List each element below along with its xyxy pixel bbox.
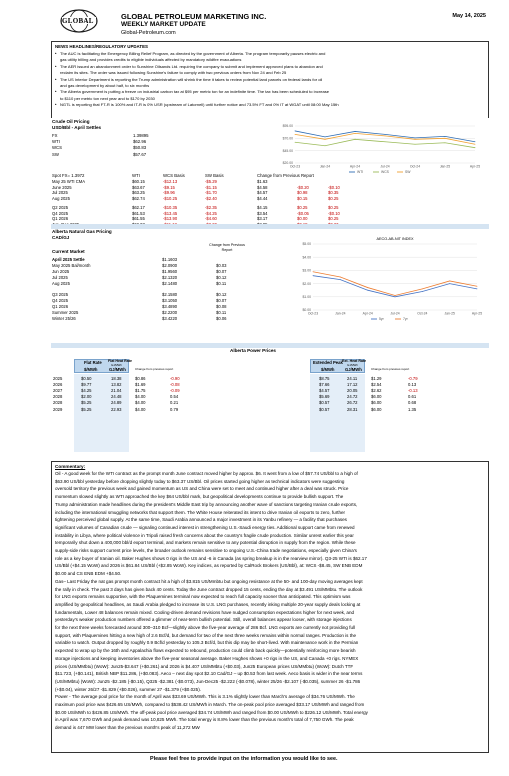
power-flat-gj-unit: GJ/MWh (109, 367, 126, 372)
spot-cell-wcs: -$12.13 (163, 179, 178, 184)
chart-y-tick: $20.00 (282, 161, 293, 166)
chart-y-tick: $1.00 (302, 295, 311, 299)
chart-x-tick: Apr-24 (349, 164, 361, 169)
chart-x-tick: Apr-25 (471, 311, 483, 316)
news-item: The AUC is facilitating the Emergency Billing Relief Program, as directed by the government of Alberta. The program temporarily pauses electric and (60, 51, 326, 56)
spot-cell-wcs: -$9.96 (163, 190, 175, 196)
spot-cell-c3: -$0.10 (328, 184, 340, 190)
chart-series-line (295, 131, 475, 142)
chart-y-tick: $4.00 (302, 255, 311, 260)
power-year: 2028 (53, 400, 63, 406)
gas-current-label: Current Market (52, 249, 85, 254)
commentary-line: $63.90 US/bbl yesterday before dropping slightly today to $63.37 US/Bbl. Oil prices started going higher as technical indicators were suggesting (55, 478, 345, 484)
commentary-line: the rally in check. The past 3 days has given back 40 cents. Today the June contract dropped 15 cents, ending the day at $3.491 US/MMbtu. The outlook (55, 586, 363, 592)
power-flat-header: Flat Rate (84, 360, 102, 365)
power-ext-value: $5.69 (319, 394, 330, 400)
chart-x-tick: Oct-23 (289, 164, 301, 169)
chart-point (475, 147, 476, 148)
report-date: May 14, 2025 (452, 13, 486, 19)
spot-cell-wcs: -$13.45 (163, 210, 178, 216)
chart-title: AECO-AB-NIT INDEX (376, 237, 414, 241)
chart-x-tick: Jan-25 (444, 311, 455, 316)
spot-cell-label: Aug 2025 (52, 196, 70, 202)
chart-point (355, 131, 356, 132)
news-item: The Alberta government is putting a freeze on industrial carbon tax at $95 per metric ton for an indefinite time. The tax has been scheduled to increase (60, 89, 329, 95)
chart-point (385, 134, 386, 135)
gas-row-change: $0.06 (216, 315, 227, 321)
spot-cell-label: Q2 2025 (52, 204, 69, 210)
chart-point (475, 144, 476, 145)
power-ext-change: $6.00 (371, 406, 382, 412)
power-flat-change-heat: -0.90 (170, 376, 180, 381)
commentary-line: expected to wrap up by the 16th and Appalachia flows expected to rebound, production could climb back quickly—potentially reinforcing more bearish (55, 648, 356, 654)
spot-cell-c3: $0.35 (328, 190, 339, 196)
commentary-line: Power - The average pool price for the month of April was $33.69 US/MWh. This is 3.1% slightly lower than March's average of $34.76 US/MWh. The (55, 694, 355, 700)
chart-y-tick: $0.00 (302, 308, 311, 313)
crude-price-chart (273, 121, 479, 175)
power-flat-value: $0.50 (81, 376, 92, 381)
commentary-line: prices (US/MMbtu) (WoW): Jun25-$3.647 (+$0.261) and 2026 is $4.407 US/MMbtu (+$0.03), Jun25 European prices US/MMbtu) (WoW): Dutch TTF (55, 663, 354, 669)
chart-y-tick: $95.00 (282, 124, 293, 129)
spot-cell-sw: -$1.15 (205, 184, 217, 190)
power-ext-heat: 20.05 (347, 388, 358, 394)
commentary-line: support, with Plaquemines hitting a new high of 2.6 Bcf/d, but demand for two of the next three weeks remains within normal ranges. Production is the (55, 632, 357, 638)
power-ext-change: $1.29 (371, 376, 382, 381)
power-flat-change: $1.69 (135, 382, 146, 388)
gas-subtitle: CAD/GJ (52, 235, 70, 240)
chart-point (295, 134, 296, 135)
chart-point (313, 275, 314, 276)
chart-x-tick: Oct-23 (307, 311, 319, 316)
spot-cell-label: June 2025 (52, 184, 72, 190)
power-ext-heat: 17.12 (347, 382, 358, 388)
chart-x-tick: Jan-24 (335, 311, 346, 316)
commentary-line: for LNG exports remains supportive, with the Plaquemines terminal now expected to reach full capacity sooner than anticipated. This optimism was (55, 594, 351, 600)
power-flat-change-heat: -0.08 (170, 382, 180, 388)
crude-settle-label: SW (52, 151, 59, 157)
power-flat-heat: 22.93 (111, 406, 122, 412)
spot-cell-c3: $0.25 (328, 204, 339, 210)
spot-cell-label: May 25 WTI CMA (52, 179, 86, 184)
spot-cell-label: Q4 2025 (52, 210, 69, 216)
power-ext-change-heat: 0.68 (408, 400, 417, 406)
power-ext-gj-unit: GJ/MWh (345, 367, 362, 372)
chart-point (445, 142, 446, 143)
gas-row-change: $0.11 (216, 281, 227, 287)
spot-cell-sw: -$2.35 (205, 204, 217, 210)
power-flat-heat: 18.38 (111, 376, 122, 381)
chart-point (415, 137, 416, 138)
spot-cell-sw: -$2.40 (205, 196, 217, 202)
commentary-line: oversold territory the previous week and gained momentum as US and China were set to meet and continued higher after a deal was struck. Price (55, 486, 349, 492)
legend-label: 7yr (403, 317, 408, 321)
gas-row-label: Jul 2025 (52, 275, 68, 281)
gas-row-change: $0.12 (216, 291, 227, 297)
chart-y-tick: $3.00 (302, 268, 311, 273)
commentary-line: Oil - A good week for the WTI contract as the prompt month June contract moved higher by approx. $6. It went from a low of $57.74 US/bbl to a high of (55, 471, 358, 476)
spot-cell-c1: $3.17 (257, 216, 268, 222)
chart-svg (291, 236, 481, 322)
chart-x-tick: Jan-24 (319, 164, 331, 169)
power-flat-change-heat: 0.54 (170, 394, 179, 400)
chart-x-tick: Jul-24 (380, 164, 390, 169)
chart-point (422, 288, 423, 289)
power-ext-change-heat: -0.13 (408, 388, 418, 394)
chart-point (415, 144, 416, 145)
spot-header: Change from Previous Report (257, 173, 314, 178)
logo-text: GLOBAL (62, 17, 94, 25)
chart-svg (273, 121, 479, 175)
chart-point (325, 145, 326, 146)
spot-header: SW Basis (205, 173, 224, 178)
commentary-section (51, 461, 489, 753)
chart-point (367, 290, 368, 291)
power-year: 2027 (53, 388, 63, 394)
commentary-line: temporarily shut down a 400,000 bbl/d export terminal, and markets remain sensitive to any potential disruption in supply from the region. While these (55, 540, 356, 546)
spot-cell-wcs: -$10.35 (163, 204, 178, 210)
power-flat-change: $1.75 (135, 388, 146, 394)
spot-cell-label: Q1 2026 (52, 216, 69, 222)
commentary-line: $0.00 US/MWh to $426.85 US/MWh. The off-peak pool price averaged $34.74 US/MWh and ranged from $0.00 US/MWh to $226.12 US/MWh. Total energy (55, 709, 368, 715)
gas-row-label: Q3 2025 (52, 291, 69, 297)
power-ext-change: $2.62 (371, 388, 382, 394)
chart-point (325, 136, 326, 137)
spot-cell-c1: $4.44 (257, 196, 268, 202)
power-ext-heat: 28.31 (347, 406, 358, 412)
crude-settle-value: $50.83 (133, 145, 147, 151)
company-logo (59, 8, 99, 34)
gas-row-change: $0.11 (216, 309, 227, 315)
spot-cell-wti: $62.17 (132, 204, 145, 210)
news-item: and gas development by about half, to six months (60, 83, 150, 88)
spot-cell-c2: $0.98 (297, 190, 308, 196)
chart-point (477, 286, 478, 287)
power-flat-heat-units: GJ/MWh (111, 363, 122, 367)
crude-section (51, 118, 489, 221)
spot-cell-wcs: -$10.25 (163, 196, 178, 202)
website-link[interactable]: Global-Petroleum.com (121, 30, 176, 36)
commentary-title: Commentary: (55, 464, 86, 469)
gas-row-label: Aug 2025 (52, 281, 70, 287)
chart-point (477, 288, 478, 289)
commentary-line: Trump administration made headlines during the president's Middle East trip by announcing another wave of sanctions targeting Iranian crude exports, (55, 501, 358, 507)
chart-point (449, 281, 450, 282)
power-flat-value: $4.25 (81, 388, 92, 394)
spot-cell-wti: $60.15 (132, 179, 145, 184)
commentary-line: $11.723, (+$0.141), British NBP $11.286, (+$0.083). Aeco – next day spot $2.10 Cad/GJ – up $0.53 from last week. Aeco basis is wider in the near terms (55, 671, 363, 677)
spot-header: Spot FX= 1.3972 (52, 173, 85, 178)
power-flat-heat: 24.48 (111, 394, 122, 400)
gas-row-value: $1.1603 (162, 257, 178, 262)
crude-settle-value: 1.39895 (133, 133, 149, 138)
chart-y-tick: $45.00 (282, 148, 293, 153)
chart-y-tick: $5.00 (302, 242, 311, 247)
power-title: Alberta Power Prices (230, 348, 276, 353)
gas-row-label: Jun 2025 (52, 269, 70, 275)
power-ext-unit: $/MWh (321, 367, 335, 372)
chart-point (325, 139, 326, 140)
power-ext-change-heat: 1.35 (408, 406, 417, 412)
gas-row-label: Q4 2025 (52, 297, 69, 303)
crude-settle-value: $57.67 (133, 151, 147, 157)
power-ext-heat-units: GJ/MWh (347, 363, 358, 367)
spot-cell-wti: $61.53 (132, 210, 145, 216)
spot-header: WCS Basis (163, 173, 185, 178)
spot-header: WTI (132, 173, 140, 178)
spot-cell-c1: $1.63 (257, 179, 268, 184)
gas-row-value: $2.0900 (162, 263, 178, 269)
spot-cell-c2: -$0.05 (297, 210, 309, 216)
news-item: The US Interior Department is reporting the Trump administration will shrink the time it takes to review potential land parcels on federal lands for oil (60, 76, 323, 82)
chart-point (295, 142, 296, 143)
crude-settle-label: FX (52, 133, 58, 138)
chart-point (340, 277, 341, 278)
commentary-line: demand is 447 MW lower than the previous month's peak of 11,272 MW (55, 725, 200, 731)
gas-row-label: Summer 2025 (52, 309, 79, 315)
power-flat-change-heat: 0.79 (170, 406, 179, 412)
commentary-line: maximum pool price was $426.65 US/MWh, compared to $538.42 US/MWh in March. The on-peak pool price averaged $33.17 US/MWh and ranged from (55, 702, 365, 707)
power-flat-heat: 13.82 (111, 382, 122, 388)
power-ext-change: $6.00 (371, 400, 382, 406)
chart-point (385, 135, 386, 136)
power-year: 2026 (53, 382, 63, 388)
gas-row-change: $0.12 (216, 275, 227, 281)
news-bullet: • (55, 63, 57, 69)
commentary-line: tightening perceived global supply. At the same time, Saudi Arabia announced a major investment in its Yanbu refinery — a facility that purchases (55, 517, 347, 523)
chart-point (422, 291, 423, 292)
power-ext-heat: 24.11 (347, 376, 358, 381)
power-flat-value: $5.25 (81, 400, 92, 406)
power-ext-change: $6.00 (371, 394, 382, 400)
commentary-line: Gas– Last Friday the nat gas prompt month contract hit a high of $3.815 US/Mmbtu but ongoing resistance at the 50- and 100-day moving averages kept (55, 578, 363, 584)
chart-point (395, 296, 396, 297)
power-flat-change: $4.00 (135, 400, 146, 406)
power-ext-change-heat: -0.79 (408, 376, 418, 381)
chart-point (313, 271, 314, 272)
legend-label: 5yr (379, 317, 384, 321)
legend-label: WCS (381, 170, 389, 174)
power-ext-change: $2.54 (371, 382, 382, 388)
chart-point (367, 287, 368, 288)
gas-row-label: May 2025 Bal/month (52, 263, 91, 269)
spot-cell-c1: $4.58 (257, 184, 268, 190)
commentary-line: US/Bbl (+$4.15 WoW) and 2026 is $61.84 US/Bbl (+$2.85 WoW). Key indices, as reported by CalRock Brokers (US/Bbl), at: WCS -$8.45, SW ENB EDM (55, 563, 363, 569)
chart-point (395, 295, 396, 296)
spot-cell-wti: $61.55 (132, 216, 145, 222)
crude-subtitle: USD/Bbl - April Settles (52, 125, 102, 130)
news-title: NEWS HEADLINES/REGULATORY UPDATES (55, 44, 148, 49)
gas-row-value: $2.1320 (162, 275, 178, 281)
spot-cell-sw: -$4.25 (205, 210, 217, 216)
power-ext-value: $0.57 (319, 406, 330, 412)
power-flat-change: $4.00 (135, 406, 146, 412)
power-ext-value: $8.75 (319, 376, 330, 381)
news-item: reclaim its sites. The order was issued following Sunshine's failure to comply with two previous orders from Nov 24 and Feb 25 (60, 70, 287, 76)
commentary-line: yesterday's weaker production numbers offered a glimmer of near-term bullish potential. Still, overall balances appear looser, with storage injections (55, 617, 352, 623)
spot-cell-c1: $4.15 (257, 204, 268, 210)
news-bullet: • (55, 51, 57, 56)
power-ext-header: Extended Peak (313, 360, 343, 365)
report-title: WEEKLY MARKET UPDATE (121, 21, 206, 28)
commentary-line: fundamentals, Lower 48 balances remain mixed. Cooling-driven demand revisions have nudged consumption expectations higher for next week, and (55, 609, 355, 615)
power-flat-change-header: Change from previous report (135, 367, 174, 371)
gas-row-change: $0.07 (216, 297, 227, 303)
power-ext-heat: 24.72 (347, 394, 358, 400)
power-flat-value: $5.25 (81, 406, 92, 412)
gas-row-value: $2.1480 (162, 281, 178, 287)
power-flat-value: $9.77 (81, 382, 92, 388)
power-section (51, 355, 489, 459)
power-ext-heat-header: Ext. Heat Rate (342, 359, 367, 363)
power-ext-value: $0.57 (319, 400, 330, 406)
spot-cell-c2: -$0.20 (297, 184, 309, 190)
gas-row-label: Q1 2026 (52, 303, 69, 309)
power-ext-value: $7.66 (319, 382, 330, 388)
commentary-line: storage injections and keeping inventories above the five-year seasonal average. Baker Hughes shows +0 rigs in the US, and Canada +0 rigs. NYMEX (55, 655, 359, 661)
spot-cell-sw: -$5.29 (205, 179, 217, 184)
power-year: 2025 (53, 376, 63, 381)
gas-row-value: $1.9560 (162, 269, 178, 275)
power-year: 2029 (53, 406, 63, 412)
chart-y-tick: $70.00 (282, 136, 293, 141)
power-ext-change-heat: 0.61 (408, 394, 417, 400)
spot-cell-c1: $3.54 (257, 210, 268, 216)
spot-cell-c1: $4.57 (257, 190, 268, 196)
power-ext-value: $4.57 (319, 388, 330, 394)
legend-label: SW (405, 170, 411, 174)
gas-change-header-text: Change from Previous Report (209, 243, 245, 253)
commentary-line: including the international smuggling networks that support them. The White House reiterated its intent to drive Iranian oil exports to zero, further (55, 509, 346, 515)
chart-x-tick: Oct-24 (409, 164, 421, 169)
crude-title: Crude Oil Pricing (52, 119, 90, 124)
commentary-line: role as a key buyer of Iranian oil. Baker Hughes shows 0 rigs in the US and -6 in Canada (as spring breakup is in the rearview mirror). Q3-25 WTI is $62.17 (55, 555, 367, 561)
chart-point (355, 139, 356, 140)
gas-row-value: $3.4890 (162, 303, 178, 309)
spot-cell-label: Jul 2025 (52, 190, 68, 196)
gas-row-value: $2.2200 (162, 309, 178, 315)
chart-point (295, 131, 296, 132)
spot-cell-wcs: -$9.15 (163, 184, 175, 190)
chart-y-tick: $2.00 (302, 281, 311, 286)
chart-point (415, 139, 416, 140)
commentary-line: significant volumes of Canadian crude — signaling continued interest in strengthening U.S.-Saudi energy ties. Additional support came from renewed (55, 524, 355, 530)
chart-point (340, 279, 341, 280)
spot-cell-c2: $0.25 (297, 204, 308, 210)
commentary-line: instability in Libya, where political violence in Tripoli raised fresh concerns about the country's fragile crude production. Similar unrest earlier this year (55, 532, 354, 538)
gas-section (51, 229, 489, 341)
gas-row-label: April 2025 Settle (52, 257, 85, 262)
gas-row-change: $0.03 (216, 263, 227, 269)
chart-series-line (295, 133, 475, 144)
chart-point (445, 138, 446, 139)
power-flat-heat: 21.04 (111, 388, 122, 394)
spot-cell-sw: -$4.60 (205, 216, 217, 222)
gas-title: Alberta Natural Gas Pricing (52, 229, 112, 234)
power-flat-value: $2.00 (81, 394, 92, 400)
commentary-line: $0.00 and CS ENB EDM +$4.50. (55, 571, 122, 577)
spot-cell-c3: $0.25 (328, 196, 339, 202)
gas-row-value: $3.4220 (162, 315, 178, 321)
crude-settle-value: $62.96 (133, 139, 147, 145)
chart-x-tick: Jul-24 (390, 311, 400, 316)
chart-x-tick: Jan-25 (439, 164, 451, 169)
aeco-index-chart (291, 236, 481, 322)
spot-cell-wti: $63.67 (132, 184, 145, 190)
crude-spot-table (52, 174, 488, 224)
power-ext-change-header: Change from previous report (371, 367, 410, 371)
chart-x-tick: Oct-24 (417, 311, 428, 316)
gas-row-change: $0.08 (216, 303, 227, 309)
spot-cell-c2: $0.15 (297, 196, 308, 202)
gas-row-value: $3.1050 (162, 297, 178, 303)
chart-point (475, 141, 476, 142)
crude-settle-label: WTI (52, 139, 60, 145)
chart-series-line (313, 276, 477, 297)
spot-cell-wti: $62.74 (132, 196, 145, 202)
company-name: GLOBAL PETROLEUM MARKETING INC. (121, 12, 267, 21)
chart-x-tick: Apr-25 (469, 164, 481, 169)
commentary-line: (+$0.04), winter 26/27 -$1.829 (+$0.026), summer 27 -$1.379 (+$0.025). (55, 686, 201, 692)
news-item: NGTL is reporting that FT-R is 100% and IT-R is 0% USR (upstream of Latornell) until further notice and 73.5% FT and 0% IT at WGAT until 08:00 May 15th (60, 102, 339, 108)
header (51, 6, 489, 40)
chart-point (449, 283, 450, 284)
chart-point (355, 133, 356, 134)
power-flat-change-heat: -0.09 (170, 388, 180, 394)
spot-cell-c3: $0.25 (328, 216, 339, 222)
power-ext-heat: 26.72 (347, 400, 358, 406)
power-flat-heat: 24.89 (111, 400, 122, 406)
news-item: The AER issued an abandonment order to Sunshine Oilsands Ltd. requiring the company to submit and implement approved plans to abandon and (60, 63, 323, 69)
news-item: gas utility billing and provides credits to eligible individuals affected by mandatory wildfire evacuations (60, 57, 242, 63)
power-year: 2028 (53, 394, 63, 400)
gas-row-label: Winter 25/26 (52, 315, 76, 321)
spot-cell-wcs: -$13.90 (163, 216, 178, 222)
chart-point (445, 136, 446, 137)
news-bullet: • (55, 102, 57, 108)
power-flat-change-heat: 0.21 (170, 400, 179, 406)
commentary-line: amplified by geopolitical headlines, as Saudi Arabia pledged to increase its U.S. LNG purchases, recently inking multiple 20-year supply deals locking at (55, 601, 361, 607)
power-flat-unit: $/MWh (84, 367, 98, 372)
gas-change-header (209, 243, 245, 254)
news-item: to $110 per metric ton next year and to $170 by 2030 (60, 95, 155, 101)
spot-cell-sw: -$1.70 (205, 190, 217, 196)
commentary-line: supply-side risks support current price levels, the broader outlook remains sensitive to ongoing U.S.-China trade negotiations, especially given China's (55, 548, 357, 553)
chart-point (385, 141, 386, 142)
commentary-line: momentum slowed slightly as WTI approached the key $64 US/bbl mark, but geopolitical developments continue to provide bullish support. The (55, 494, 344, 500)
legend-label: WTI (357, 170, 364, 174)
power-ext-change-heat: 0.13 (408, 382, 417, 388)
commentary-line: in April was 7,670 GWh and peak demand was 10,825 MWh. The total energy is 8.8% lower than the previous month's total of 7,750 GWh. The peak (55, 717, 354, 723)
commentary-line: variable to watch. Output dropped by roughly 0.9 Bcf/d yesterday to 105.3 Bcf/d, but this dip may be short-lived. With maintenance work in the Permian (55, 640, 359, 646)
footer-note: Please feel free to provide input on the information you would like to see. (150, 756, 338, 762)
spot-cell-c3: -$0.10 (328, 210, 340, 216)
commentary-line: for the next three weeks forecasted around 300–310 Bcf—slightly above the five-year average of 286 Bcf. LNG exports are currently not providing full (55, 625, 356, 630)
chart-series-line (295, 139, 475, 147)
spot-cell-wti: $63.25 (132, 190, 145, 196)
power-flat-change: $4.00 (135, 394, 146, 400)
news-bullet: • (55, 76, 57, 82)
chart-x-tick: Apr-24 (362, 311, 373, 316)
spot-cell-c2: $0.00 (297, 216, 308, 222)
commentary-line: (US/MMbtu) (WoW): Jun25 -$2.185 (-$0.15), Q325 -$2.381 (-$0.073), Jun-Dec25 -$2.222 (-$0.078), winter 25/26 -$2.107 (-$0.035), summer 26 -$1.786 (55, 678, 361, 684)
power-flat-heat-header: Flat Heat Rate (108, 359, 132, 363)
news-bullet: • (55, 89, 57, 95)
gas-row-change: $0.07 (216, 269, 227, 275)
power-flat-change: $0.86 (135, 376, 146, 381)
crude-settle-label: WCS (52, 145, 63, 151)
gas-row-value: $2.1580 (162, 291, 178, 297)
